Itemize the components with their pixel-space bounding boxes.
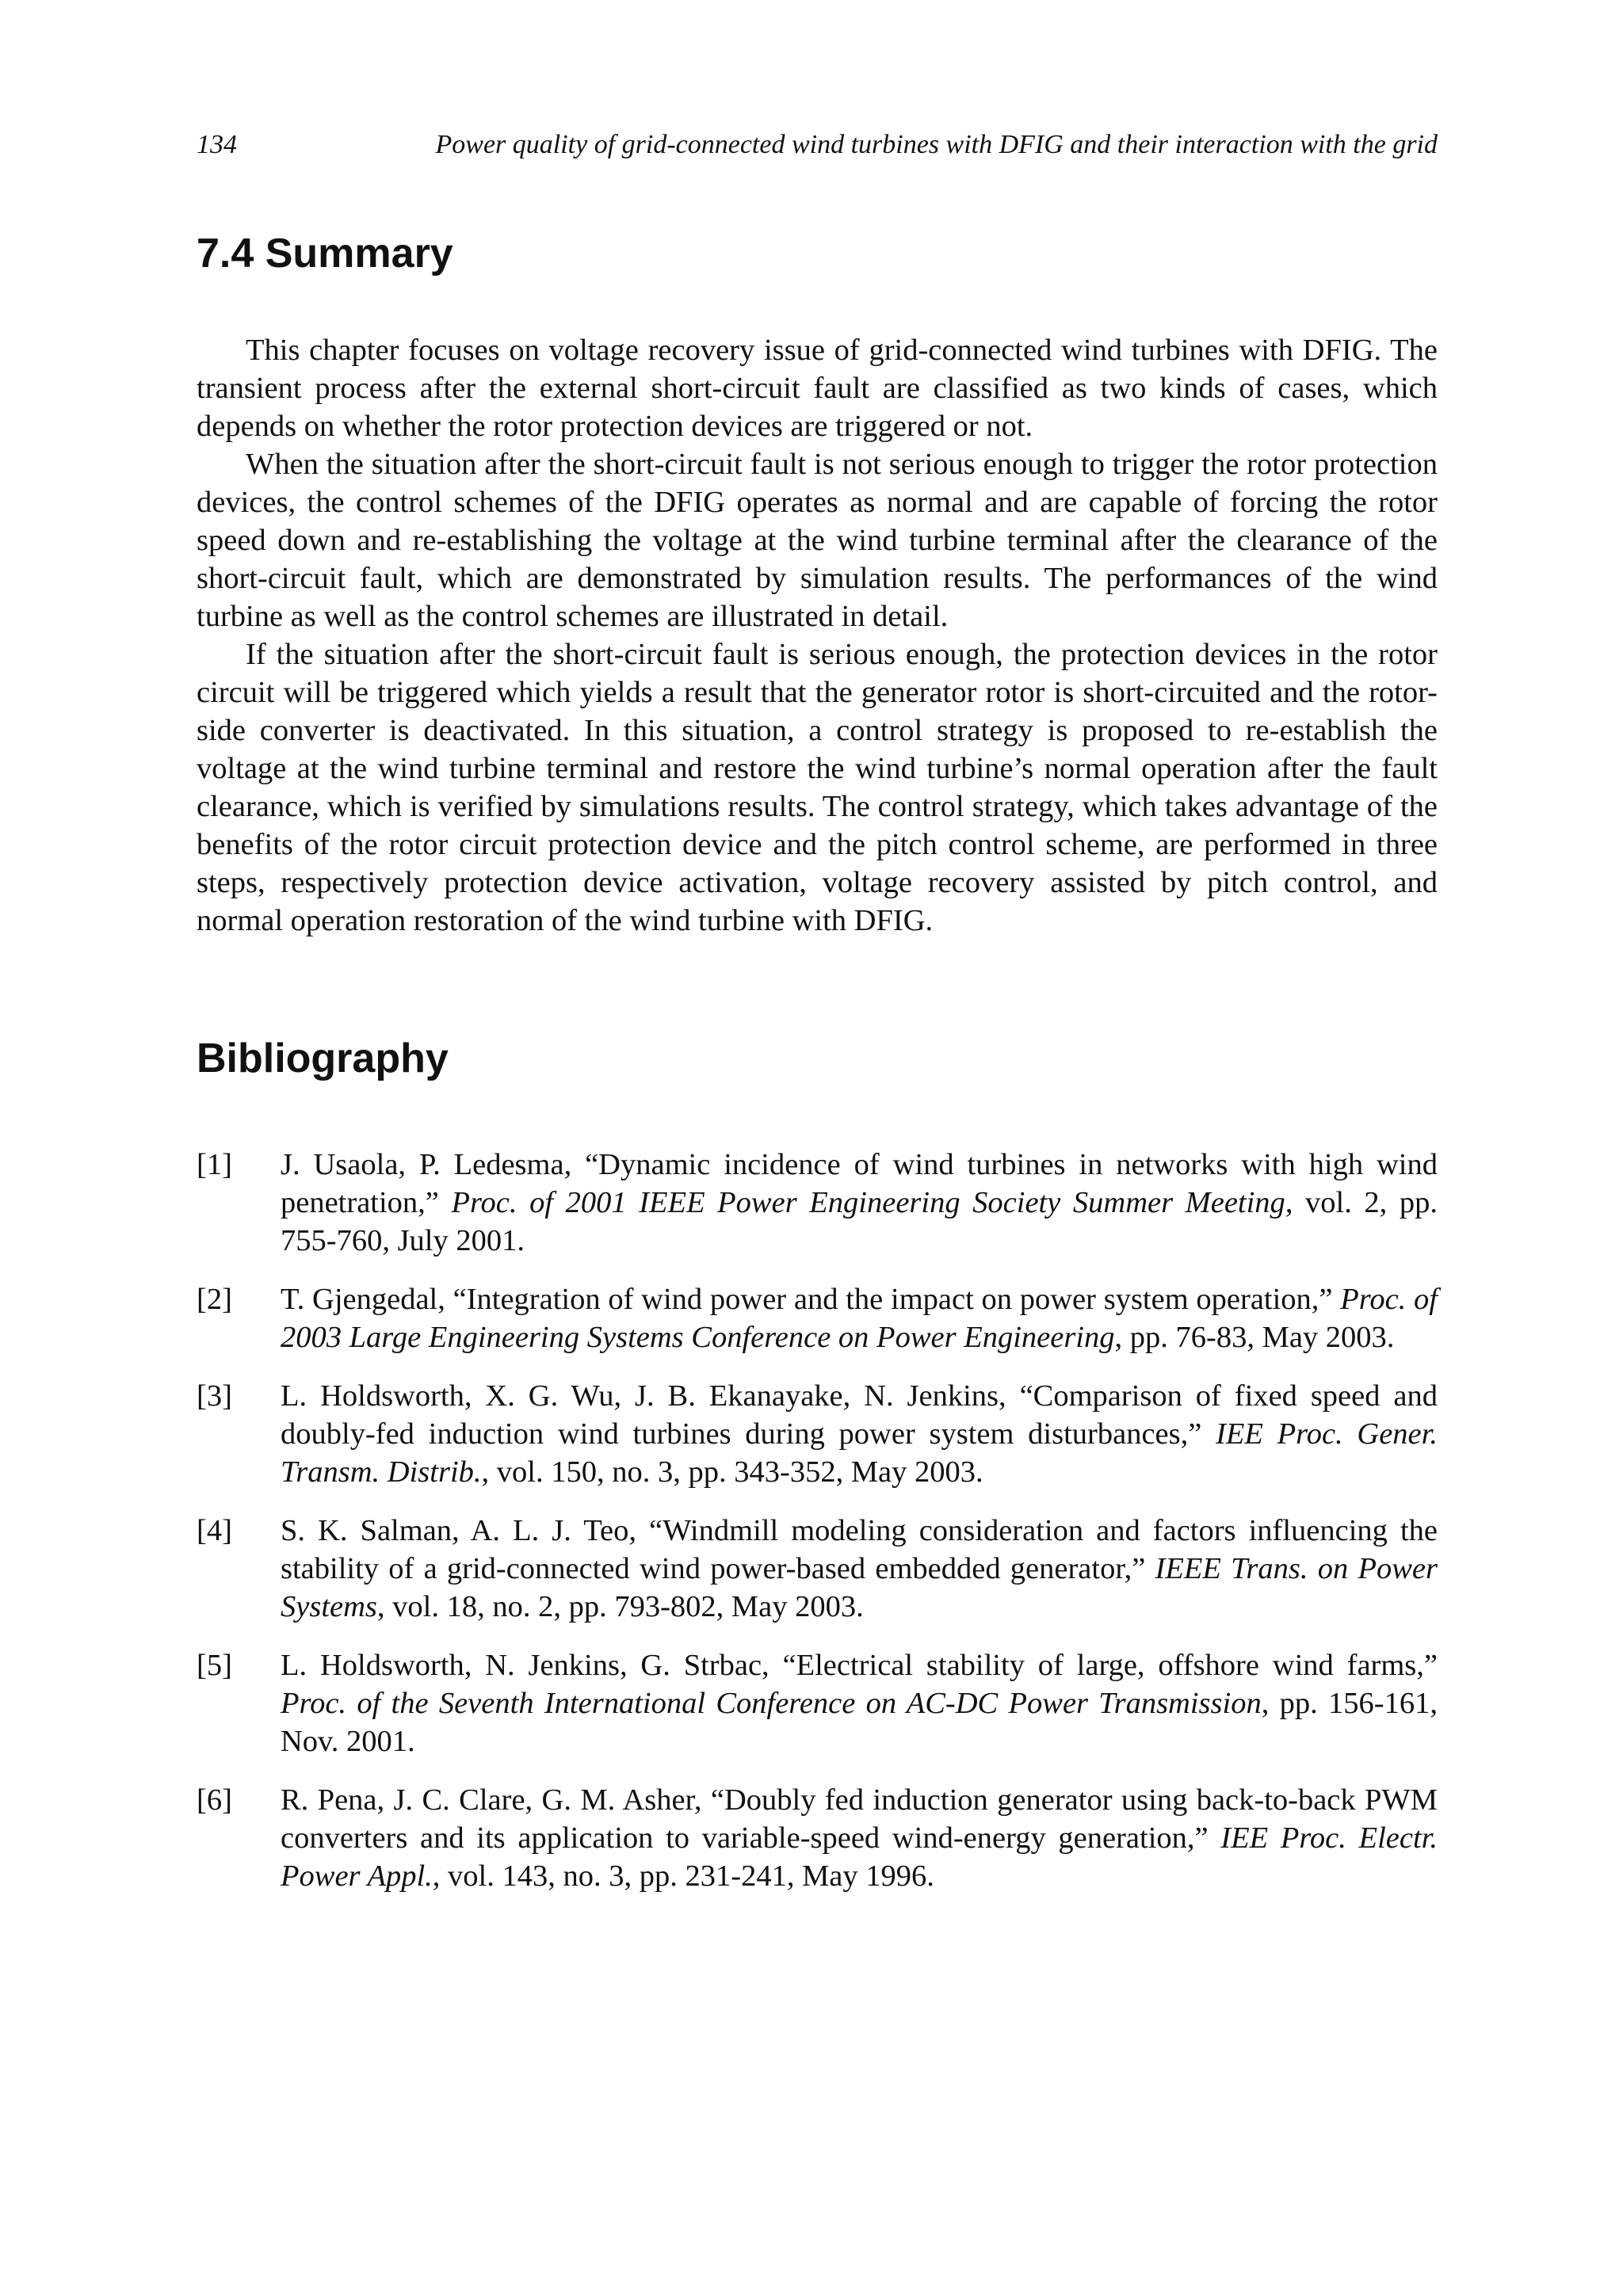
- reference-details: , vol. 2, pp. 755-760, July 2001.: [281, 1186, 1438, 1257]
- section-heading-summary: 7.4 Summary: [197, 231, 453, 277]
- reference-venue: Proc. of 2003 Large Engineering Systems Conference on Power Engineering: [281, 1283, 1438, 1354]
- running-header: [197, 127, 1438, 163]
- reference-text: [281, 1781, 1438, 1895]
- reference-authors-title: R. Pena, J. C. Clare, G. M. Asher, “Doubly fed induction generator using back-to-back PWM converters and its application to variable-speed wind-energy generation,”: [281, 1783, 1438, 1855]
- running-title: Power quality of grid-connected wind turbines with DFIG and their interaction with the grid: [435, 130, 1438, 159]
- reference-item: [197, 1146, 1438, 1260]
- reference-item: [197, 1280, 1438, 1356]
- reference-item: [197, 1781, 1438, 1895]
- reference-item: [197, 1512, 1438, 1626]
- reference-authors-title: L. Holdsworth, X. G. Wu, J. B. Ekanayake, N. Jenkins, “Comparison of fixed speed and doubly-fed induction wind turbines during power system disturbances,”: [281, 1379, 1438, 1451]
- summary-paragraph: When the situation after the short-circuit fault is not serious enough to trigger the rotor protection devices, the control schemes of the DFIG operates as normal and are capable of forcing the rotor speed down and re-establishing the voltage at the wind turbine terminal after the clearance of the short-circuit fault, which are demonstrated by simulation results. The performances of the wind turbine as well as the control schemes are illustrated in detail.: [197, 448, 1438, 633]
- reference-details: , pp. 76-83, May 2003.: [1114, 1321, 1395, 1354]
- book-page: [197, 127, 1438, 1916]
- bibliography-heading: Bibliography: [197, 1035, 449, 1081]
- reference-item: [197, 1377, 1438, 1491]
- reference-number: [4]: [197, 1514, 232, 1547]
- reference-authors-title: J. Usaola, P. Ledesma, “Dynamic incidence of wind turbines in networks with high wind penetration,”: [281, 1148, 1438, 1219]
- reference-list: [197, 1146, 1438, 1895]
- reference-number: [5]: [197, 1649, 232, 1682]
- reference-item: [197, 1646, 1438, 1760]
- reference-text: [281, 1146, 1438, 1260]
- reference-details: , vol. 18, no. 2, pp. 793-802, May 2003.: [376, 1590, 864, 1623]
- reference-details: , pp. 156-161, Nov. 2001.: [281, 1687, 1438, 1758]
- reference-number: [2]: [197, 1283, 232, 1316]
- reference-text: [281, 1512, 1438, 1626]
- reference-text: [281, 1646, 1438, 1760]
- reference-number: [3]: [197, 1379, 232, 1413]
- reference-authors-title: S. K. Salman, A. L. J. Teo, “Windmill modeling consideration and factors influencing the stability of a grid-connected wind power-based embedded generator,”: [281, 1514, 1438, 1585]
- reference-venue: IEE Proc. Electr. Power Appl.: [281, 1821, 1438, 1893]
- reference-text: [281, 1280, 1438, 1356]
- reference-text: [281, 1377, 1438, 1491]
- reference-authors-title: L. Holdsworth, N. Jenkins, G. Strbac, “Electrical stability of large, offshore wind farms,”: [281, 1649, 1438, 1682]
- summary-paragraph: This chapter focuses on voltage recovery issue of grid-connected wind turbines with DFIG. The transient process after the external short-circuit fault are classified as two kinds of cases, which depends on whether the rotor protection devices are triggered or not.: [197, 334, 1438, 443]
- reference-details: , vol. 143, no. 3, pp. 231-241, May 1996.: [432, 1859, 934, 1893]
- summary-paragraph: If the situation after the short-circuit fault is serious enough, the protection devices in the rotor circuit will be triggered which yields a result that the generator rotor is short-circuited and the rotor-side converter is deactivated. In this situation, a control strategy is proposed to re-establish the voltage at the wind turbine terminal and restore the wind turbine’s normal operation after the fault clearance, which is verified by simulations results. The control strategy, which takes advantage of the benefits of the rotor circuit protection device and the pitch control scheme, are performed in three steps, respectively protection device activation, voltage recovery assisted by pitch control, and normal operation restoration of the wind turbine with DFIG.: [197, 638, 1438, 937]
- reference-venue: Proc. of the Seventh International Conference on AC-DC Power Transmission: [281, 1687, 1262, 1720]
- reference-venue: Proc. of 2001 IEEE Power Engineering Society Summer Meeting: [451, 1186, 1285, 1219]
- reference-details: , vol. 150, no. 3, pp. 343-352, May 2003.: [481, 1455, 983, 1489]
- reference-number: [1]: [197, 1148, 232, 1181]
- reference-number: [6]: [197, 1783, 232, 1817]
- reference-authors-title: T. Gjengedal, “Integration of wind power and the impact on power system operation,”: [281, 1283, 1341, 1316]
- summary-body: [197, 331, 1438, 940]
- reference-venue: IEE Proc. Gener. Transm. Distrib.: [281, 1417, 1438, 1489]
- page-number: 134: [197, 130, 237, 159]
- reference-venue: IEEE Trans. on Power Systems: [281, 1552, 1438, 1623]
